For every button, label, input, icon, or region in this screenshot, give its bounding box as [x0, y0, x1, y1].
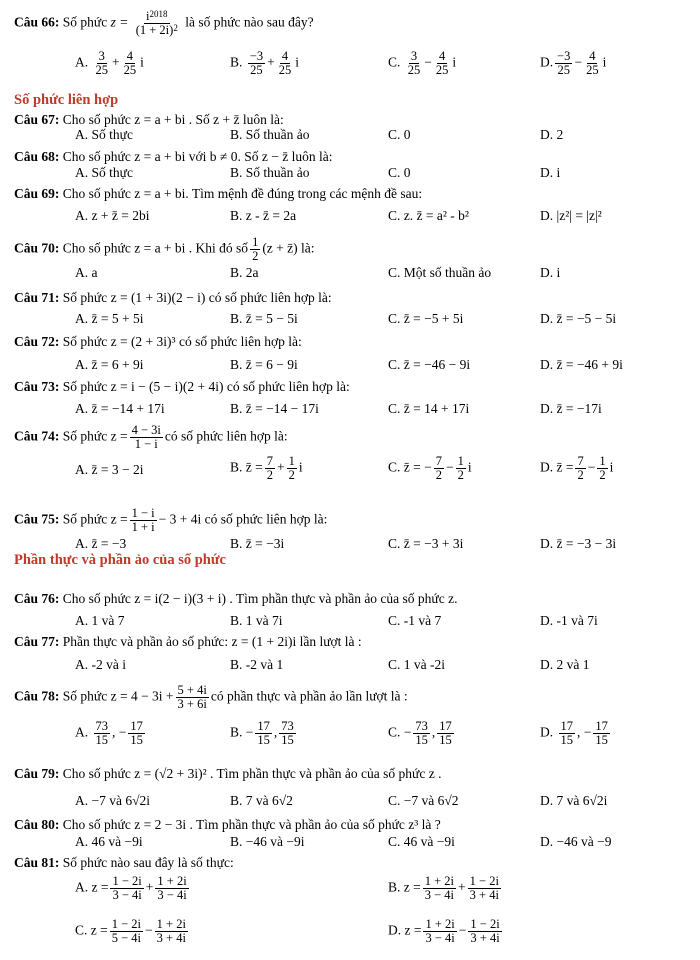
option-d: D. |z²| = |z|² [540, 208, 602, 223]
option-c: C. − $\frac{73}{15}$ , $\frac{17}{15}$ [388, 719, 452, 747]
option-b: B. 7 và 6√2 [230, 793, 293, 808]
question-76: Câu 76: Cho số phức z = i(2 − i)(3 + i) . Tìm phần thực và phần ảo của số phức z. [14, 591, 458, 606]
option-d: D. z̄ = −46 + 9i [540, 357, 623, 372]
option-c: C. $\frac{3}{25}$ − $\frac{4}{25}$ i [388, 49, 457, 77]
option-b: B. z̄ = −14 − 17i [230, 401, 319, 416]
question-67: Câu 67: Cho số phức z = a + bi . Số z + z̄ luôn là: [14, 112, 284, 127]
option-c: C. 1 và -2i [388, 657, 445, 672]
option-a: A. z̄ = 6 + 9i [75, 357, 144, 372]
option-d: D. i [540, 265, 561, 280]
option-a: A. $\frac{73}{15}$ , − $\frac{17}{15}$ [75, 719, 143, 747]
option-d: D. z̄ = −17i [540, 401, 602, 416]
option-b: B. z̄ = 6 − 9i [230, 357, 298, 372]
question-68: Câu 68: Cho số phức z = a + bi với b ≠ 0. Số z − z̄ luôn là: [14, 149, 333, 164]
question-69: Câu 69: Cho số phức z = a + bi. Tìm mệnh đề đúng trong các mệnh đề sau: [14, 186, 423, 201]
option-a: A. z = $\frac{1 - 2i}{3 - 4i}$ + $\frac{1 + 2i}{3 - 4i}$ [75, 874, 187, 902]
option-a: A. −7 và 6√2i [75, 793, 151, 808]
option-c: C. z = $\frac{1 - 2i}{5 - 4i}$ − $\frac{1 + 2i}{3 + 4i}$ [75, 917, 186, 945]
option-c: C. 0 [388, 165, 411, 180]
option-b: B. −46 và −9i [230, 834, 305, 849]
question-77: Câu 77: Phần thực và phần ảo số phức: z = (1 + 2i)i lần lượt là : [14, 634, 362, 649]
option-c: C. −7 và 6√2 [388, 793, 459, 808]
option-a: A. Số thực [75, 127, 133, 142]
option-c: C. z̄ = − $\frac{7}{2}$ − $\frac{1}{2}$ i [388, 454, 472, 482]
question-78: Câu 78: Số phức z = 4 − 3i + $\frac{5 + 4i}{3 + 6i}$ có phần thực và phần ảo lần lượt là : [14, 683, 408, 711]
option-d: D. z̄ = $\frac{7}{2}$ − $\frac{1}{2}$ i [540, 454, 614, 482]
option-d: D. 2 [540, 127, 564, 142]
option-c: C. -1 và 7 [388, 613, 442, 628]
question-72: Câu 72: Số phức z = (2 + 3i)³ có số phức liên hợp là: [14, 334, 302, 349]
option-a: A. a [75, 265, 98, 280]
option-a: A. Số thực [75, 165, 133, 180]
option-c: C. 0 [388, 127, 411, 142]
option-a: A. z̄ = 5 + 5i [75, 311, 144, 326]
option-b: B. z̄ = 5 − 5i [230, 311, 298, 326]
question-66: Câu 66: Số phức z = $\frac{i^{2018}}{(1 + 2i)^2}$ là số phức nào sau đây? [14, 9, 314, 37]
option-b: B. z - z̄ = 2a [230, 208, 297, 223]
option-b: B. 1 và 7i [230, 613, 283, 628]
option-a: A. z̄ = −3 [75, 536, 127, 551]
option-c: C. z̄ = −46 − 9i [388, 357, 471, 372]
option-d: D. −46 và −9 [540, 834, 612, 849]
option-b: B. z̄ = −3i [230, 536, 285, 551]
option-a: A. $\frac{3}{25}$ + $\frac{4}{25}$ i [75, 49, 144, 77]
option-d: D. 2 và 1 [540, 657, 590, 672]
question-70: Câu 70: Cho số phức z = a + bi . Khi đó số $\frac{1}{2}$ (z + z̄) là: [14, 235, 315, 263]
option-d: D. 7 và 6√2i [540, 793, 608, 808]
option-d: D. $\frac{17}{15}$ , − $\frac{17}{15}$ [540, 719, 608, 747]
question-75: Câu 75: Số phức z = $\frac{1 - i}{1 + i}$ − 3 + 4i có số phức liên hợp là: [14, 506, 328, 534]
option-d: D. z = $\frac{1 + 2i}{3 - 4i}$ − $\frac{1 - 2i}{3 + 4i}$ [388, 917, 500, 945]
option-a: A. -2 và i [75, 657, 126, 672]
option-a: A. 46 và −9i [75, 834, 143, 849]
option-d: D. z̄ = −5 − 5i [540, 311, 617, 326]
option-c: C. z̄ = 14 + 17i [388, 401, 470, 416]
fraction: $\frac{i^{2018}}{(1 + 2i)^2}$ [135, 9, 178, 37]
option-c: C. Một số thuần ảo [388, 265, 492, 280]
option-d: D. i [540, 165, 561, 180]
option-d: D. $\frac{-3}{25}$ − $\frac{4}{25}$ i [540, 49, 607, 77]
option-a: A. z̄ = −14 + 17i [75, 401, 165, 416]
question-80: Câu 80: Cho số phức z = 2 − 3i . Tìm phần thực và phần ảo của số phức z³ là ? [14, 817, 441, 832]
section-heading-real-imaginary: Phần thực và phần ảo của số phức [14, 552, 226, 568]
option-d: D. -1 và 7i [540, 613, 598, 628]
question-74: Câu 74: Số phức z = $\frac{4 - 3i}{1 - i}$ có số phức liên hợp là: [14, 423, 288, 451]
option-c: C. z. z̄ = a² - b² [388, 208, 469, 223]
option-d: D. z̄ = −3 − 3i [540, 536, 617, 551]
option-a: A. z + z̄ = 2bi [75, 208, 150, 223]
question-79: Câu 79: Cho số phức z = (√2 + 3i)² . Tìm phần thực và phần ảo của số phức z . [14, 766, 442, 781]
option-a: A. 1 và 7 [75, 613, 125, 628]
option-b: B. z = $\frac{1 + 2i}{3 - 4i}$ + $\frac{1 - 2i}{3 + 4i}$ [388, 874, 499, 902]
option-c: C. 46 và −9i [388, 834, 455, 849]
question-71: Câu 71: Số phức z = (1 + 3i)(2 − i) có số phức liên hợp là: [14, 290, 332, 305]
option-b: B. Số thuần ảo [230, 127, 310, 142]
option-b: B. $\frac{-3}{25}$ + $\frac{4}{25}$ i [230, 49, 299, 77]
option-b: B. Số thuần ảo [230, 165, 310, 180]
question-73: Câu 73: Số phức z = i − (5 − i)(2 + 4i) có số phức liên hợp là: [14, 379, 350, 394]
option-b: B. -2 và 1 [230, 657, 284, 672]
option-b: B. z̄ = $\frac{7}{2}$ + $\frac{1}{2}$ i [230, 454, 303, 482]
option-c: C. z̄ = −3 + 3i [388, 536, 464, 551]
option-c: C. z̄ = −5 + 5i [388, 311, 464, 326]
section-heading-conjugate: Số phức liên hợp [14, 92, 119, 108]
option-a: A. z̄ = 3 − 2i [75, 462, 144, 477]
question-81: Câu 81: Số phức nào sau đây là số thực: [14, 855, 234, 870]
option-b: B. − $\frac{17}{15}$ , $\frac{73}{15}$ [230, 719, 294, 747]
option-b: B. 2a [230, 265, 259, 280]
